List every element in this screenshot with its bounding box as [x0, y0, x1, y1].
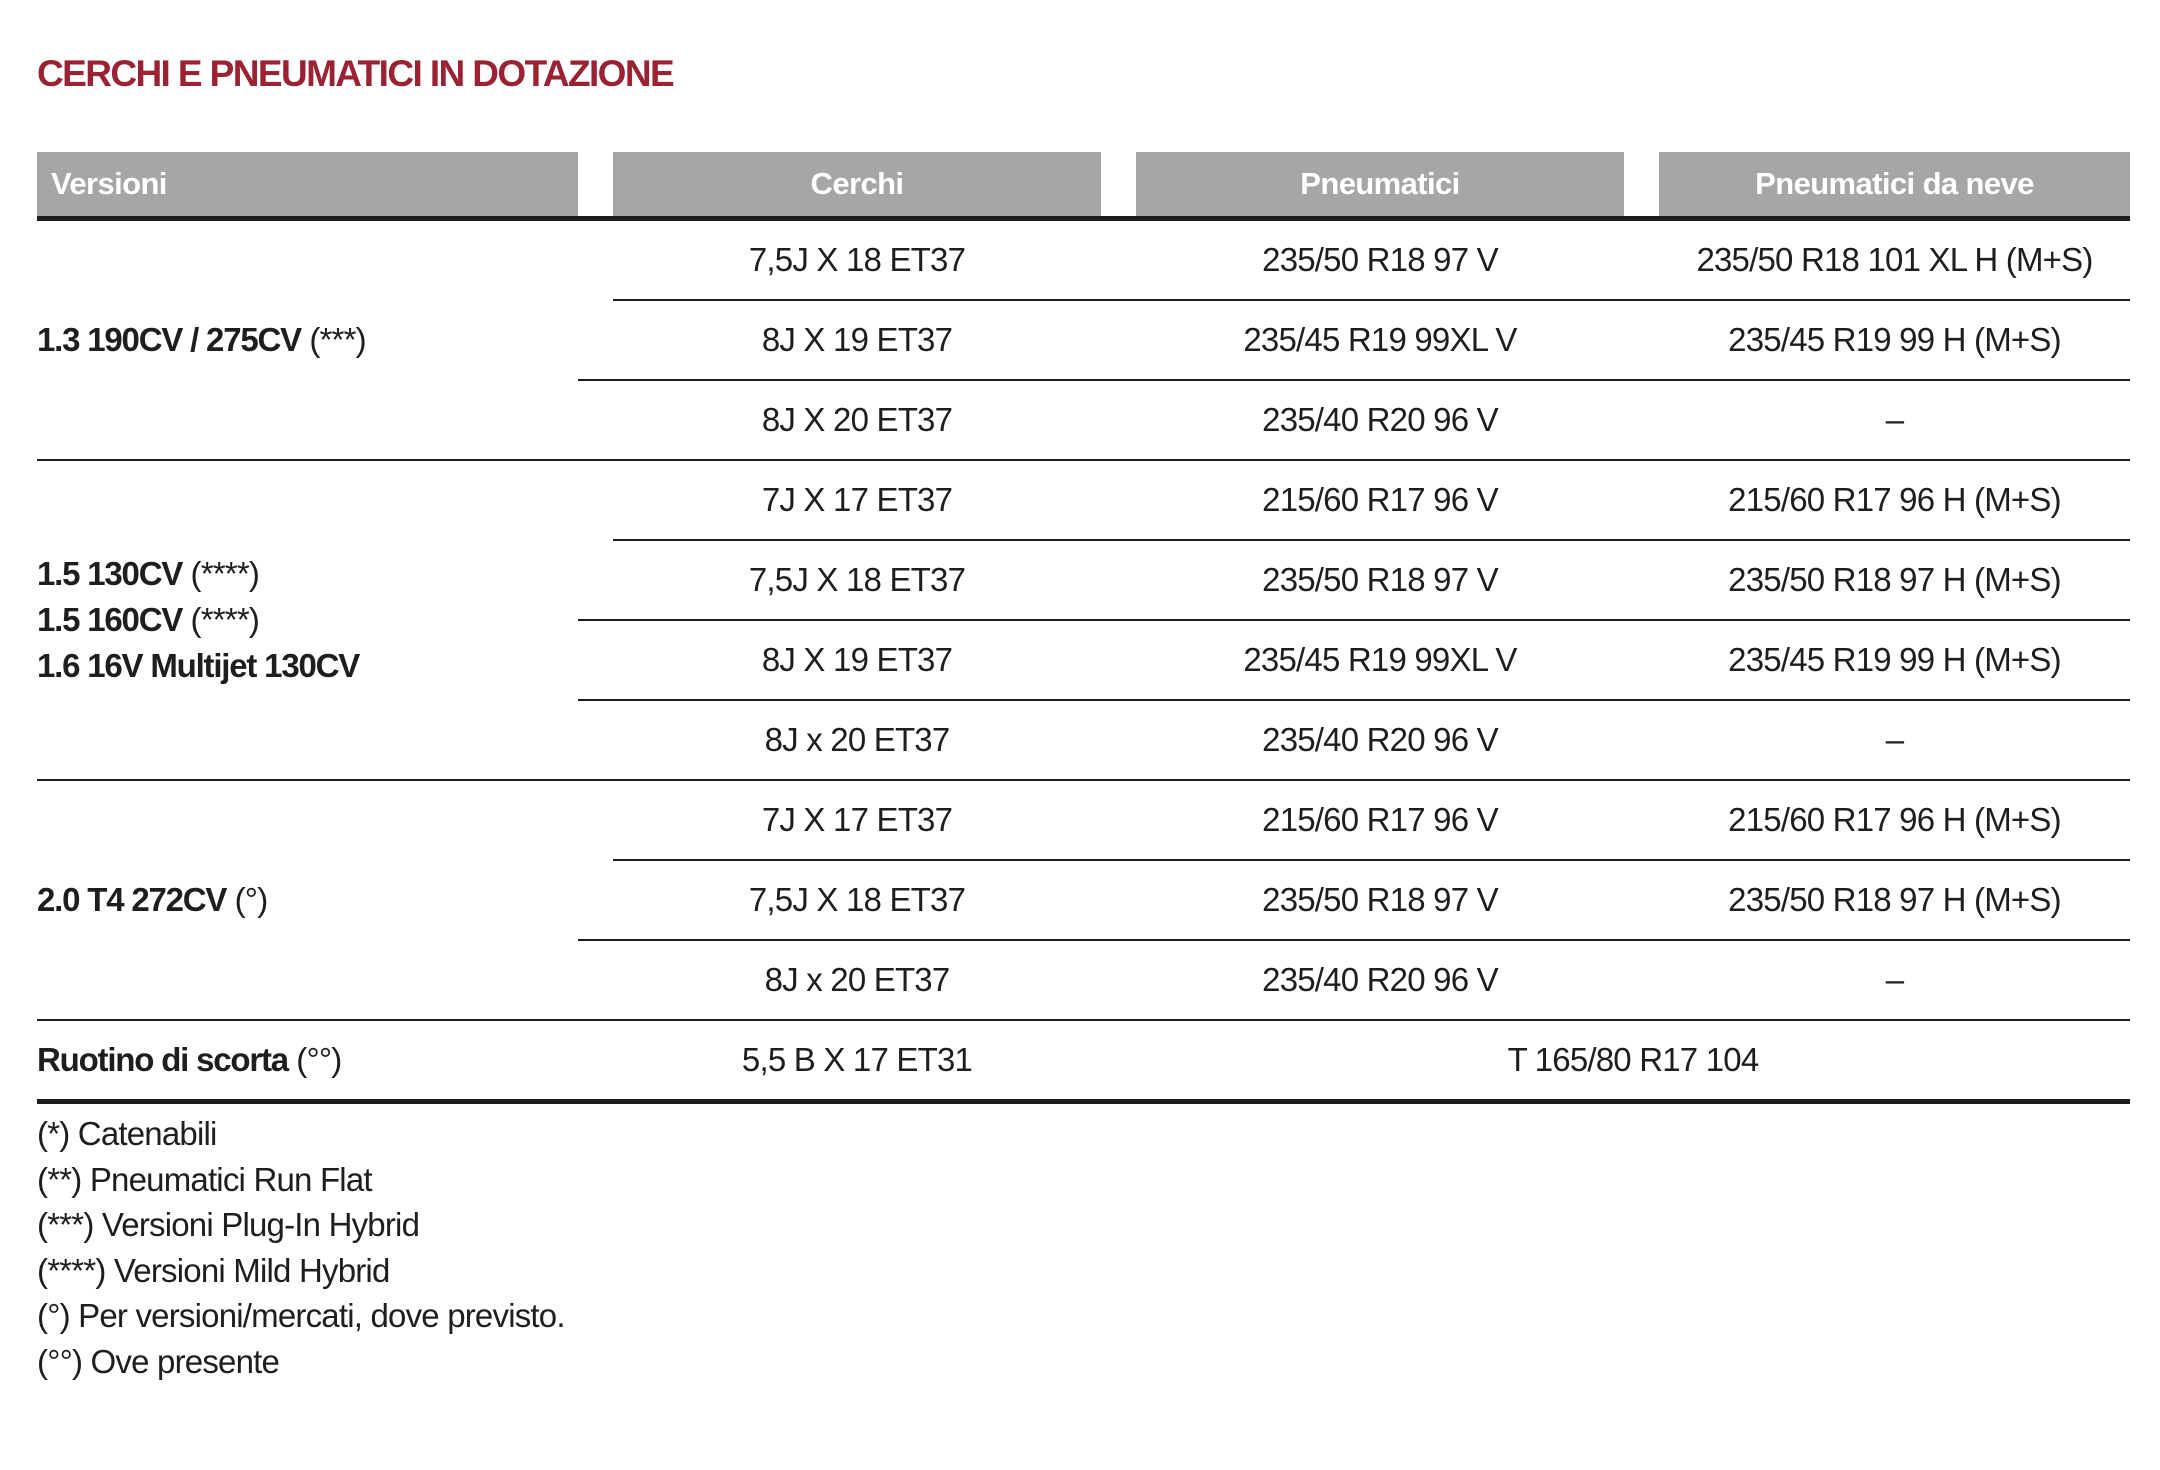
cell-pneumatici: 235/40 R20 96 V: [1136, 700, 1624, 780]
version-footnote-ref: (°): [226, 880, 268, 918]
footnote-item: (**) Pneumatici Run Flat: [37, 1160, 372, 1198]
version-footnote-ref: (***): [300, 320, 366, 358]
tyre-table: [37, 152, 2130, 1104]
footnote-item: (°°) Ove presente: [37, 1342, 280, 1380]
cell-gap: [1624, 620, 1659, 700]
spare-wheel-footnote-ref: (°°): [287, 1040, 342, 1078]
cell-gap: [1101, 940, 1136, 1020]
cell-pneumatici-neve: 235/50 R18 97 H (M+S): [1659, 540, 2130, 620]
cell-gap: [1624, 940, 1659, 1020]
cell-gap: [1101, 380, 1136, 460]
cell-cerchi: 7,5J X 18 ET37: [613, 860, 1101, 940]
cell-gap: [1624, 300, 1659, 380]
header-versioni: Versioni: [37, 152, 578, 218]
cell-pneumatici-neve: –: [1659, 940, 2130, 1020]
spare-wheel-label: [37, 1020, 578, 1102]
cell-gap: [578, 1020, 613, 1102]
cell-gap: [1624, 700, 1659, 780]
version-line: [37, 597, 578, 643]
cell-cerchi: 7,5J X 18 ET37: [613, 218, 1101, 300]
version-name: 1.5 130CV: [37, 554, 183, 592]
version-cell: [37, 218, 578, 460]
cell-pneumatici: 215/60 R17 96 V: [1136, 780, 1624, 860]
cell-gap: [1101, 620, 1136, 700]
cell-cerchi: 8J X 20 ET37: [613, 380, 1101, 460]
cell-pneumatici-neve: 215/60 R17 96 H (M+S): [1659, 460, 2130, 540]
table-body: [37, 218, 2130, 1101]
cell-pneumatici: 235/45 R19 99XL V: [1136, 620, 1624, 700]
header-gap: [1101, 152, 1136, 218]
table-row: [37, 460, 2130, 540]
cell-pneumatici: 235/50 R18 97 V: [1136, 218, 1624, 300]
cell-gap: [578, 300, 613, 380]
version-cell: [37, 780, 578, 1020]
cell-gap: [578, 540, 613, 620]
cell-pneumatici-neve: 235/45 R19 99 H (M+S): [1659, 300, 2130, 380]
cell-cerchi: 7,5J X 18 ET37: [613, 540, 1101, 620]
spare-pneumatici: T 165/80 R17 104: [1136, 1020, 2130, 1102]
cell-gap: [1101, 218, 1136, 300]
cell-cerchi: 8J X 19 ET37: [613, 300, 1101, 380]
spare-cerchi: 5,5 B X 17 ET31: [613, 1020, 1101, 1102]
header-cerchi: Cerchi: [613, 152, 1101, 218]
cell-pneumatici-neve: 235/45 R19 99 H (M+S): [1659, 620, 2130, 700]
cell-pneumatici: 235/50 R18 97 V: [1136, 540, 1624, 620]
cell-gap: [1101, 780, 1136, 860]
cell-gap: [1624, 780, 1659, 860]
table-row: [37, 780, 2130, 860]
cell-gap: [1101, 700, 1136, 780]
header-pneumatici: Pneumatici: [1136, 152, 1624, 218]
cell-pneumatici: 235/40 R20 96 V: [1136, 380, 1624, 460]
footnote-item: (*) Catenabili: [37, 1115, 217, 1152]
version-footnote-ref: (****): [182, 600, 260, 638]
cell-pneumatici-neve: 215/60 R17 96 H (M+S): [1659, 780, 2130, 860]
footnote-item: (****) Versioni Mild Hybrid: [37, 1251, 390, 1289]
footnote-item: (°) Per versioni/mercati, dove previsto.: [37, 1297, 565, 1334]
cell-gap: [1101, 1020, 1136, 1102]
cell-pneumatici: 235/50 R18 97 V: [1136, 860, 1624, 940]
cell-gap: [578, 860, 613, 940]
cell-gap: [578, 700, 613, 780]
cell-gap: [578, 218, 613, 300]
cell-cerchi: 8J X 19 ET37: [613, 620, 1101, 700]
cell-gap: [1624, 380, 1659, 460]
version-footnote-ref: (****): [182, 554, 260, 592]
version-name: 1.6 16V Multijet 130CV: [37, 646, 360, 684]
cell-cerchi: 7J X 17 ET37: [613, 460, 1101, 540]
spare-wheel-name: Ruotino di scorta: [37, 1040, 288, 1078]
cell-cerchi: 8J x 20 ET37: [613, 700, 1101, 780]
cell-gap: [578, 380, 613, 460]
version-name: 1.3 190CV / 275CV: [37, 320, 301, 358]
version-name: 2.0 T4 272CV: [37, 880, 227, 918]
cell-pneumatici: 235/40 R20 96 V: [1136, 940, 1624, 1020]
cell-pneumatici-neve: –: [1659, 380, 2130, 460]
cell-pneumatici: 215/60 R17 96 V: [1136, 460, 1624, 540]
version-cell: [37, 460, 578, 780]
cell-gap: [578, 460, 613, 540]
cell-gap: [1624, 540, 1659, 620]
footnote-item: (***) Versioni Plug-In Hybrid: [37, 1206, 420, 1243]
cell-gap: [1101, 300, 1136, 380]
cell-gap: [1624, 218, 1659, 300]
cell-gap: [578, 780, 613, 860]
version-line: [37, 317, 578, 363]
cell-gap: [578, 940, 613, 1020]
cell-cerchi: 7J X 17 ET37: [613, 780, 1101, 860]
cell-gap: [578, 620, 613, 700]
cell-cerchi: 8J x 20 ET37: [613, 940, 1101, 1020]
cell-pneumatici-neve: 235/50 R18 97 H (M+S): [1659, 860, 2130, 940]
spare-wheel-row: [37, 1020, 2130, 1102]
version-line: [37, 877, 578, 923]
tyre-table-wrapper: [37, 152, 2130, 1104]
cell-gap: [1101, 540, 1136, 620]
cell-pneumatici: 235/45 R19 99XL V: [1136, 300, 1624, 380]
version-line: [37, 551, 578, 597]
header-gap: [1624, 152, 1659, 218]
footnotes: [37, 1111, 565, 1384]
cell-gap: [1101, 460, 1136, 540]
version-line: [37, 643, 578, 689]
table-row: [37, 218, 2130, 300]
header-gap: [578, 152, 613, 218]
cell-gap: [1624, 460, 1659, 540]
cell-pneumatici-neve: 235/50 R18 101 XL H (M+S): [1659, 218, 2130, 300]
header-pneumatici-neve: Pneumatici da neve: [1659, 152, 2130, 218]
page-title: CERCHI E PNEUMATICI IN DOTAZIONE: [37, 53, 674, 94]
cell-gap: [1101, 860, 1136, 940]
version-name: 1.5 160CV: [37, 600, 183, 638]
cell-pneumatici-neve: –: [1659, 700, 2130, 780]
table-header: [37, 152, 2130, 218]
cell-gap: [1624, 860, 1659, 940]
